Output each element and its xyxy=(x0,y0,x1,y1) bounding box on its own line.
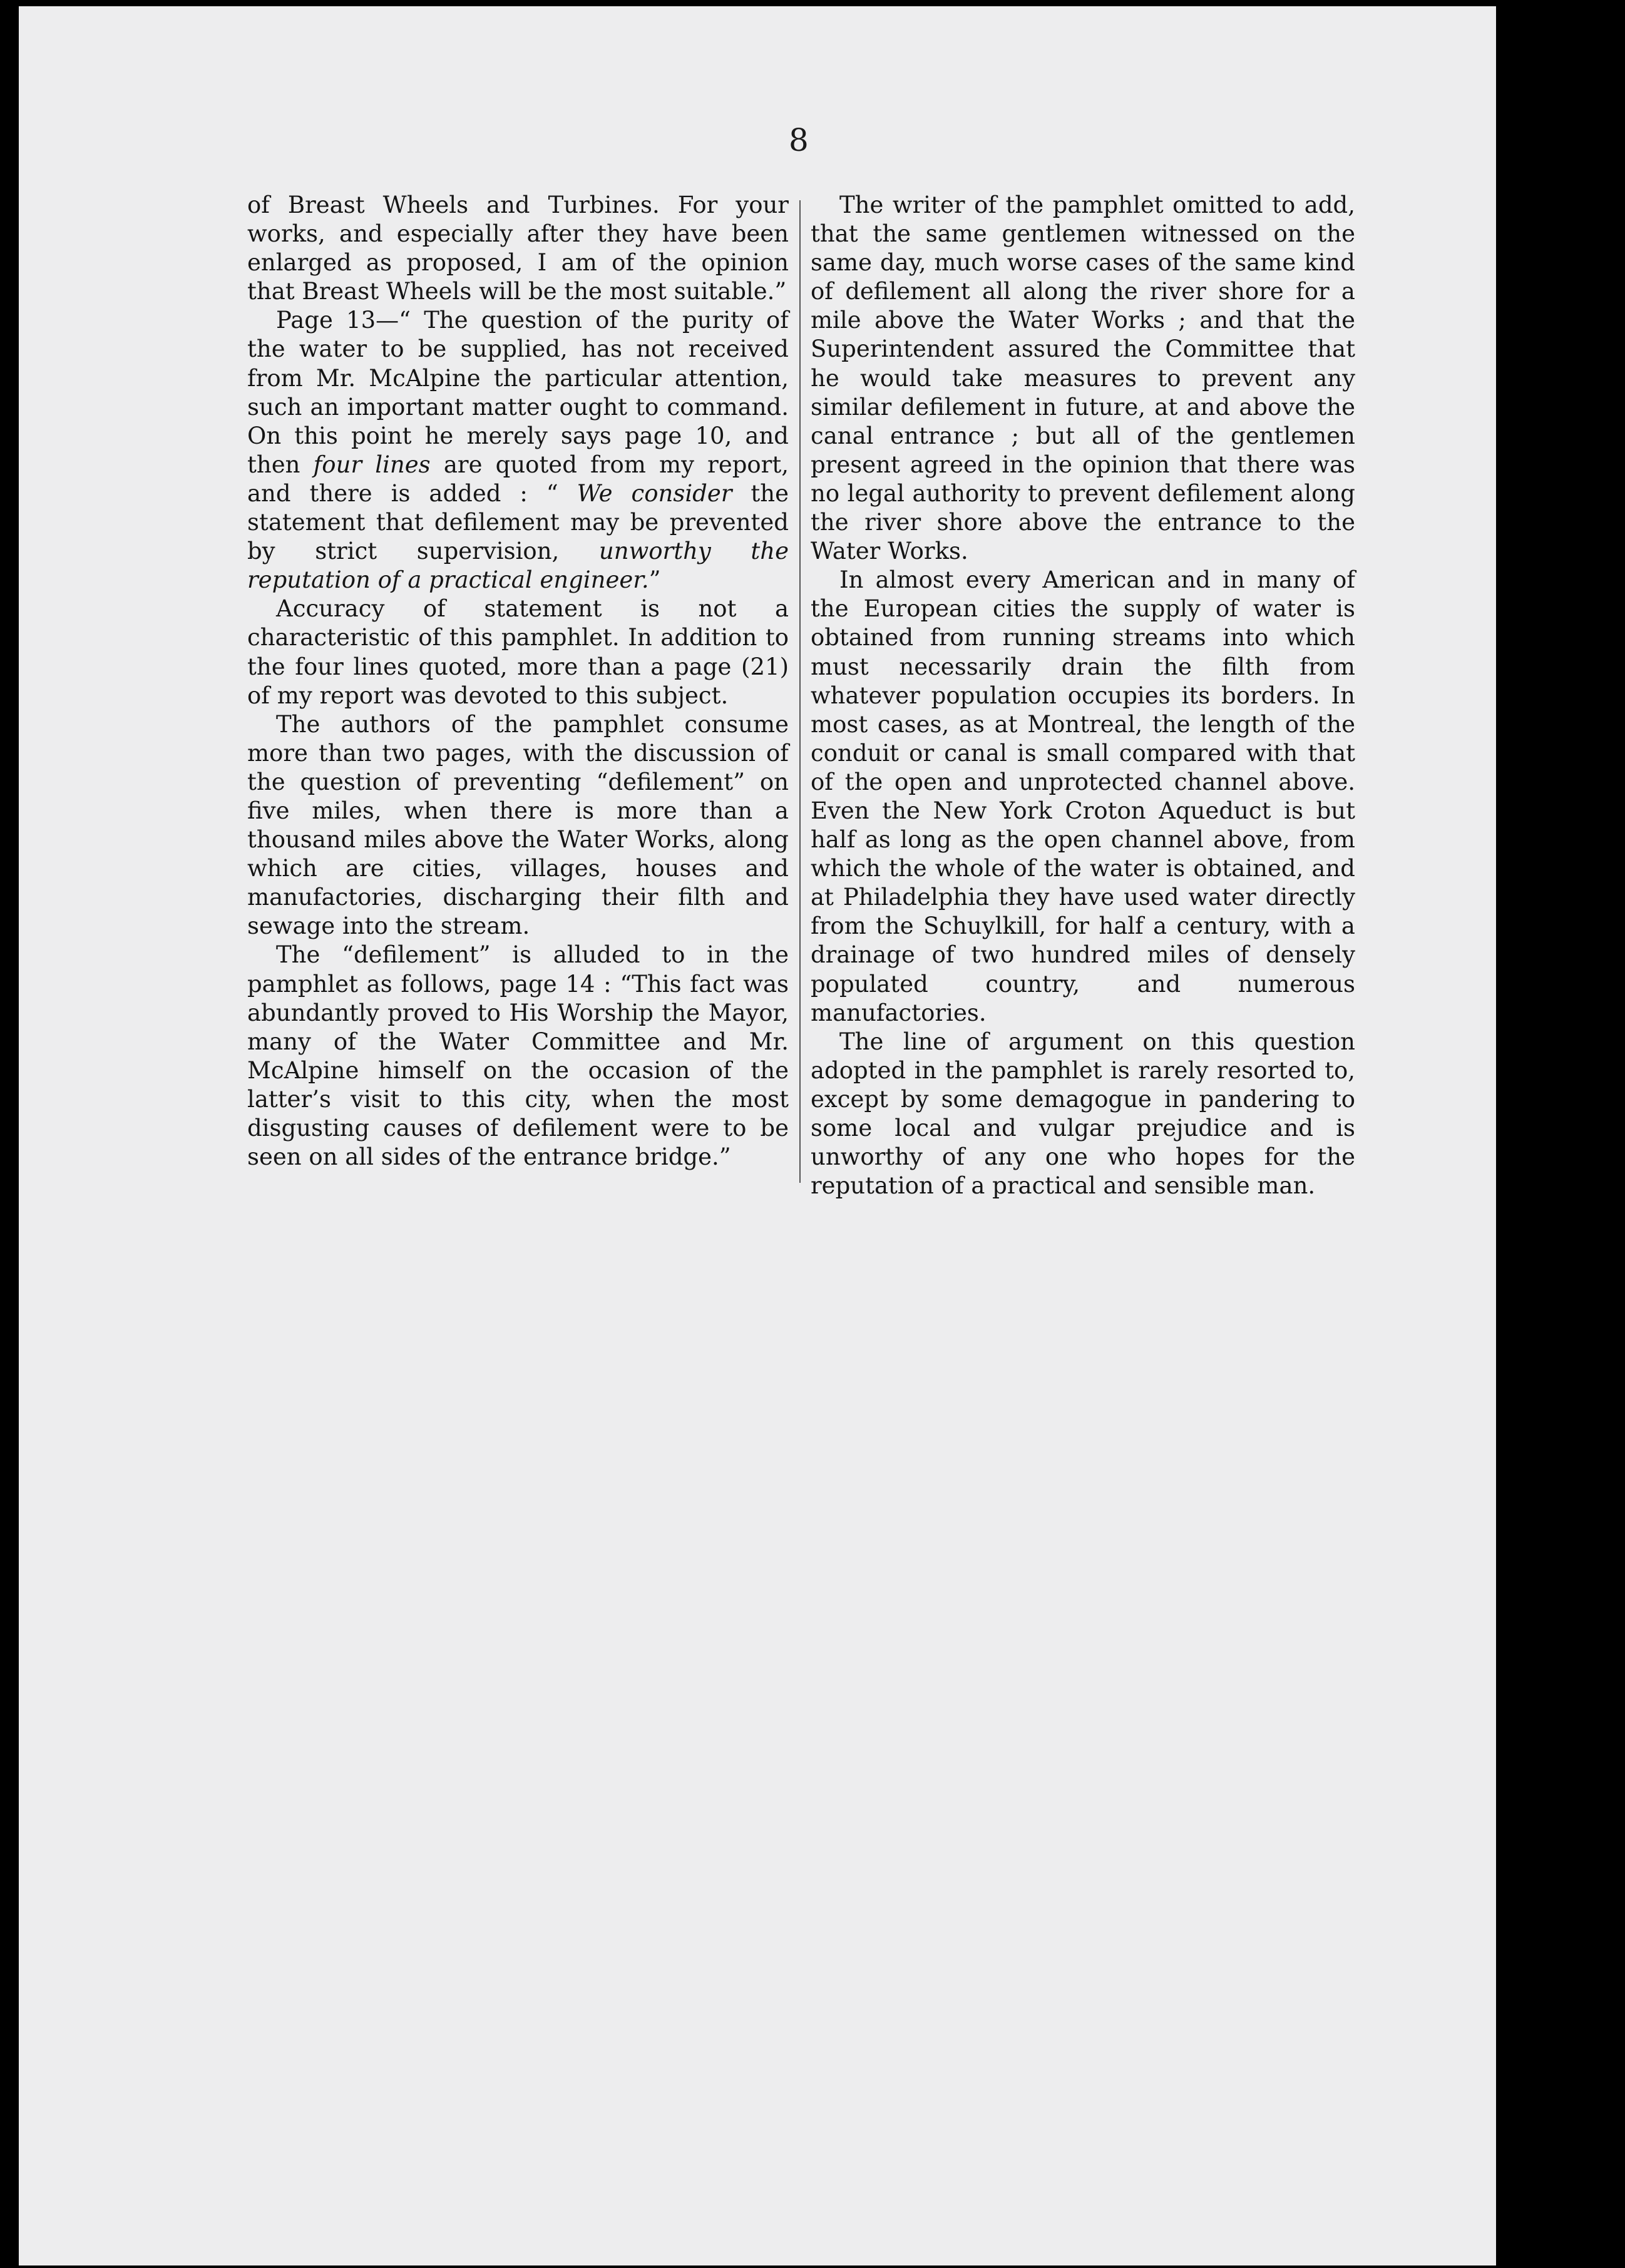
paragraph-left-1: of Breast Wheels and Turbines. For your works, and especially after they have been enlarged as proposed, I am of the opinion that Breast Wheels will be the most suitable.” xyxy=(247,192,789,305)
text-run: ” xyxy=(648,566,661,594)
right-column xyxy=(811,191,1355,1200)
italic-text: unworthy the reputation of a practical engineer. xyxy=(247,538,789,594)
paragraph-left-3: Accuracy of statement is not a characteristic of this pamphlet. In addition to the four lines quoted, more than a page (21) of my report was devoted to this subject. xyxy=(247,595,789,709)
paragraph-right-1: The writer of the pamphlet omitted to add, that the same gentlemen witnessed on the same day, much worse cases of the same kind of defilement all along the river shore for a mile above the Water Works ; and that the Superintendent assured the Committee that he would take measures to prevent any similar defilement in future, at and above the canal entrance ; but all of the gentlemen present agreed in the opinion that there was no legal authority to prevent defilement along the river shore above the entrance to the Water Works. xyxy=(811,192,1355,565)
paragraph-left-5: The “defilement” is alluded to in the pamphlet as follows, page 14 : “This fact was abundantly proved to His Worship the Mayor, many of the Water Committee and Mr. McAlpine himself on the occasion of the latter’s visit to this city, when the most disgusting causes of defilement were to be seen on all sides of the entrance bridge.” xyxy=(247,941,789,1171)
paragraph-left-4: The authors of the pamphlet consume more than two pages, with the discussion of the question of preventing “defilement” on five miles, when there is more than a thousand miles above the Water Works, along which are cities, villages, houses and manufactories, discharging their filth and sewage into the stream. xyxy=(247,710,789,940)
left-column xyxy=(247,191,789,1172)
paragraph-right-2: In almost every American and in many of the European cities the supply of water is obtained from running streams into which must necessarily drain the filth from whatever population occupies its borders. In most cases, as at Montreal, the length of the conduit or canal is small compared with that of the open and unprotected channel above. Even the New York Croton Aqueduct is but half as long as the open channel above, from which the whole of the water is obtained, and at Philadelphia they have used water directly from the Schuylkill, for half a century, with a drainage of two hundred miles of densely populated country, and numerous manufactories. xyxy=(811,566,1355,1026)
paragraph-left-2 xyxy=(247,306,789,595)
italic-text: We consider xyxy=(577,479,732,507)
text-run: the statement that defilement may be prevented by strict supervision, xyxy=(247,479,789,565)
text-run: are quoted from my report, and there is added : “ xyxy=(247,451,789,507)
page-number: 8 xyxy=(789,122,809,158)
italic-text: four lines xyxy=(313,451,431,478)
paragraph-right-3: The line of argument on this question adopted in the pamphlet is rarely resorted to, except by some demagogue in pandering to some local and vulgar prejudice and is unworthy of any one who hopes for the reputation of a practical and sensible man. xyxy=(811,1028,1355,1200)
text-run: Page 13—“ The question of the purity of the water to be supplied, has not received from Mr. McAlpine the particular attention, such an important matter ought to command. On this point he merely says page 10, and then xyxy=(247,307,789,478)
column-divider xyxy=(799,200,801,1183)
